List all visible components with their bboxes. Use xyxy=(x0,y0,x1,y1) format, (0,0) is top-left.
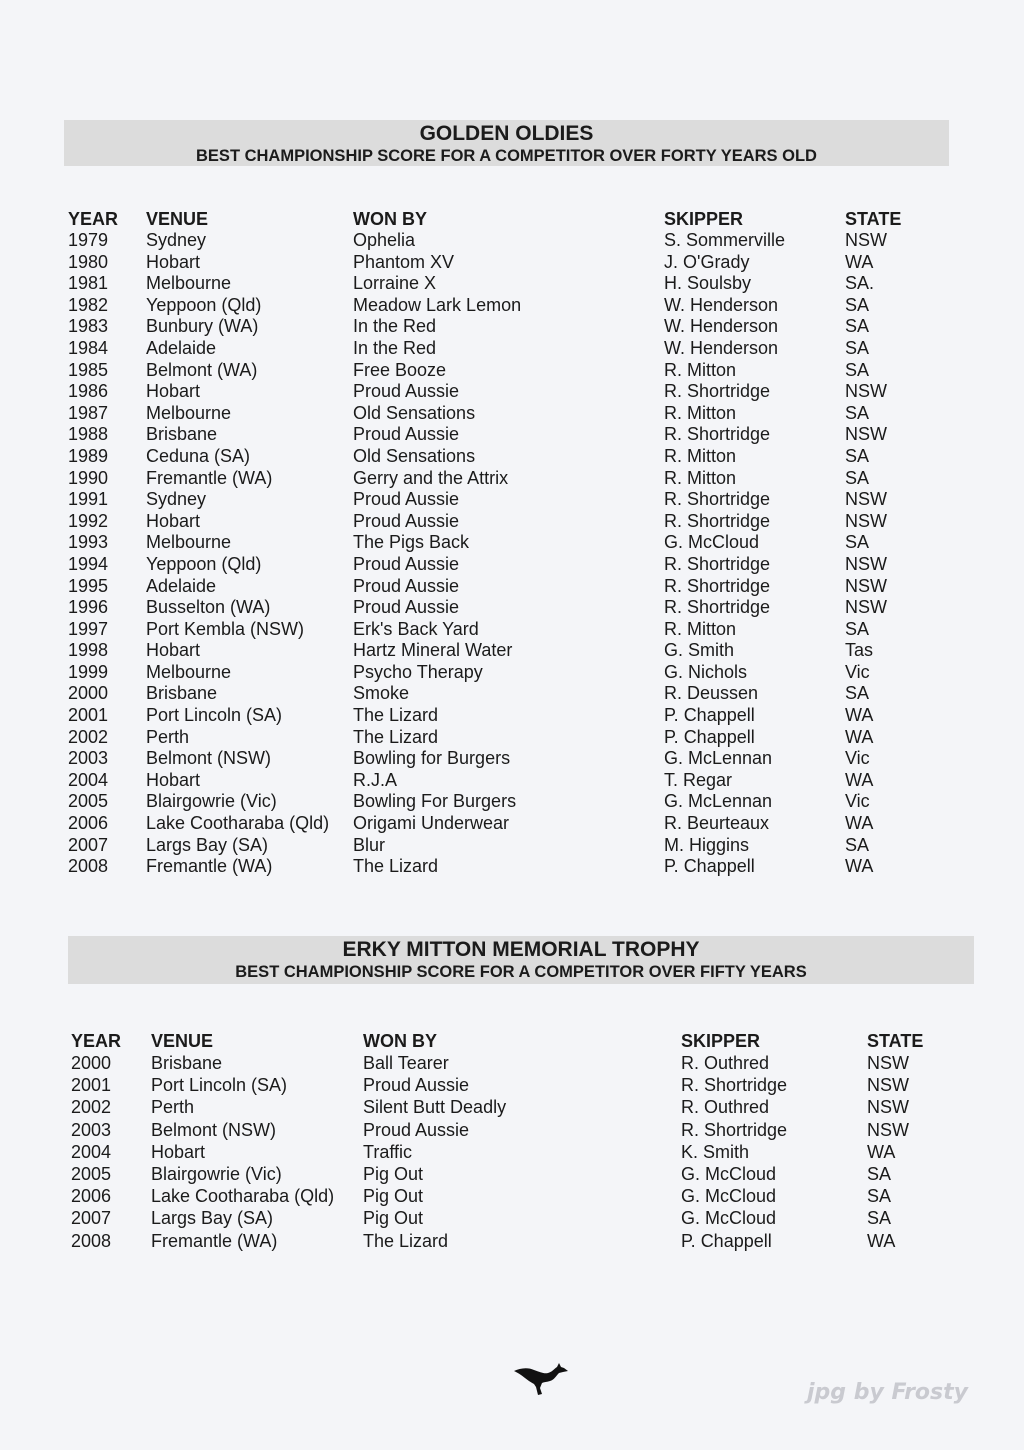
cell-state: SA xyxy=(867,1186,892,1207)
table-row xyxy=(71,1163,961,1185)
cell-venue: Ceduna (SA) xyxy=(146,445,251,466)
cell-state: NSW xyxy=(867,1053,909,1073)
cell-year: 1989 xyxy=(68,445,109,466)
cell-venue: Blairgowrie (Vic) xyxy=(146,791,277,812)
cell-skipper: P. Chappell xyxy=(664,705,755,726)
cell-year: 1986 xyxy=(68,381,109,402)
cell-year: 2002 xyxy=(71,1097,112,1118)
cell-state: WA xyxy=(867,1230,896,1251)
cell-won-by: The Lizard xyxy=(353,705,439,726)
cell-won-by: Proud Aussie xyxy=(353,489,460,510)
cell-won-by: Bowling For Burgers xyxy=(353,791,517,812)
table-row xyxy=(68,381,918,403)
table-row xyxy=(71,1052,961,1074)
cell-won-by: Blur xyxy=(353,834,386,855)
table-row xyxy=(68,532,918,554)
cell-year: 1995 xyxy=(68,575,109,596)
header-won-by: WON BY xyxy=(363,1030,437,1051)
cell-year: 2005 xyxy=(68,791,109,812)
cell-won-by: Meadow Lark Lemon xyxy=(353,294,522,315)
cell-won-by: Ball Tearer xyxy=(363,1053,449,1073)
cell-skipper: S. Sommerville xyxy=(664,230,786,250)
cell-won-by: Proud Aussie xyxy=(353,510,460,531)
table-row xyxy=(71,1119,961,1141)
cell-venue: Brisbane xyxy=(146,424,218,445)
section-title: GOLDEN OLDIES xyxy=(419,122,594,145)
header-year: YEAR xyxy=(71,1030,122,1051)
cell-state: SA xyxy=(845,532,870,553)
cell-won-by: The Pigs Back xyxy=(353,532,470,553)
cell-skipper: R. Mitton xyxy=(664,445,737,466)
cell-skipper: H. Soulsby xyxy=(664,273,752,294)
cell-skipper: R. Mitton xyxy=(664,402,737,423)
table-row xyxy=(71,1074,961,1096)
cell-won-by: The Lizard xyxy=(353,856,439,877)
cell-venue: Lake Cootharaba (Qld) xyxy=(146,813,330,834)
cell-year: 1988 xyxy=(68,424,109,445)
table-row xyxy=(68,619,918,641)
cell-won-by: R.J.A xyxy=(353,769,398,790)
cell-state: NSW xyxy=(845,381,887,402)
cell-venue: Port Kembla (NSW) xyxy=(146,618,305,639)
cell-year: 1987 xyxy=(68,402,109,423)
cell-state: NSW xyxy=(845,510,887,531)
cell-state: SA xyxy=(867,1208,892,1229)
cell-venue: Hobart xyxy=(146,640,201,661)
cell-won-by: Psycho Therapy xyxy=(353,661,483,682)
cell-skipper: R. Shortridge xyxy=(664,575,771,596)
cell-skipper: R. Outhred xyxy=(681,1053,770,1073)
cell-year: 1985 xyxy=(68,359,109,380)
cell-skipper: R. Shortridge xyxy=(664,424,771,445)
cell-won-by: Traffic xyxy=(363,1141,413,1162)
cell-year: 1993 xyxy=(68,532,109,553)
table-row xyxy=(68,360,918,382)
cell-venue: Yeppoon (Qld) xyxy=(146,294,262,315)
cell-venue: Fremantle (WA) xyxy=(146,856,273,877)
cell-venue: Sydney xyxy=(146,230,207,250)
cell-venue: Perth xyxy=(151,1097,195,1118)
cell-won-by: Erk's Back Yard xyxy=(353,618,479,639)
cell-won-by: Old Sensations xyxy=(353,402,476,423)
table-row xyxy=(71,1096,961,1118)
table-row xyxy=(68,230,918,252)
cell-year: 1997 xyxy=(68,618,109,639)
table-row xyxy=(68,576,918,598)
header-state: STATE xyxy=(867,1030,924,1051)
cell-won-by: Pig Out xyxy=(363,1186,424,1207)
cell-skipper: G. Nichols xyxy=(664,661,748,682)
cell-skipper: G. McLennan xyxy=(664,791,773,812)
cell-won-by: In the Red xyxy=(353,337,437,358)
cell-won-by: Phantom XV xyxy=(353,251,455,272)
cell-state: SA xyxy=(845,294,870,315)
table-row xyxy=(68,468,918,490)
cell-won-by: Free Booze xyxy=(353,359,447,380)
erky-mitton-rows xyxy=(71,1052,961,1252)
cell-venue: Hobart xyxy=(146,251,201,272)
cell-year: 1980 xyxy=(68,251,109,272)
cell-skipper: R. Shortridge xyxy=(664,381,771,402)
cell-state: NSW xyxy=(845,230,887,250)
cell-skipper: M. Higgins xyxy=(664,834,750,855)
cell-year: 1999 xyxy=(68,661,109,682)
cell-state: Vic xyxy=(845,661,870,682)
cell-state: NSW xyxy=(867,1075,909,1096)
cell-year: 2007 xyxy=(68,834,109,855)
cell-year: 1994 xyxy=(68,553,109,574)
table-row xyxy=(68,403,918,425)
cell-state: WA xyxy=(845,813,874,834)
cell-year: 1996 xyxy=(68,597,109,618)
table-row xyxy=(71,1185,961,1207)
table-row xyxy=(68,554,918,576)
cell-state: WA xyxy=(845,726,874,747)
table-row xyxy=(68,856,918,878)
cell-skipper: P. Chappell xyxy=(664,726,755,747)
cell-skipper: G. McCloud xyxy=(664,532,760,553)
cell-venue: Belmont (NSW) xyxy=(151,1119,277,1140)
cell-venue: Lake Cootharaba (Qld) xyxy=(151,1186,335,1207)
table-row xyxy=(68,640,918,662)
cell-skipper: G. Smith xyxy=(664,640,735,661)
cell-venue: Bunbury (WA) xyxy=(146,316,259,337)
cell-year: 1981 xyxy=(68,273,109,294)
cell-state: NSW xyxy=(867,1119,909,1140)
cell-state: SA. xyxy=(845,273,875,294)
cell-year: 2008 xyxy=(68,856,109,877)
cell-state: SA xyxy=(845,834,870,855)
cell-won-by: Proud Aussie xyxy=(353,424,460,445)
cell-skipper: R. Outhred xyxy=(681,1097,770,1118)
cell-year: 2002 xyxy=(68,726,109,747)
table-row xyxy=(68,683,918,705)
cell-skipper: W. Henderson xyxy=(664,337,779,358)
cell-state: SA xyxy=(845,359,870,380)
cell-year: 1990 xyxy=(68,467,109,488)
cell-venue: Busselton (WA) xyxy=(146,597,271,618)
cell-skipper: G. McCloud xyxy=(681,1186,777,1207)
cell-won-by: Ophelia xyxy=(353,230,416,250)
cell-won-by: In the Red xyxy=(353,316,437,337)
cell-venue: Adelaide xyxy=(146,575,217,596)
cell-venue: Belmont (WA) xyxy=(146,359,258,380)
cell-won-by: Pig Out xyxy=(363,1208,424,1229)
cell-year: 2001 xyxy=(71,1075,112,1096)
table-row xyxy=(68,813,918,835)
cell-state: NSW xyxy=(845,424,887,445)
cell-year: 2004 xyxy=(71,1141,112,1162)
table-row xyxy=(71,1230,961,1252)
table-row xyxy=(68,770,918,792)
cell-state: SA xyxy=(845,618,870,639)
cell-won-by: The Lizard xyxy=(363,1230,449,1251)
cell-skipper: J. O'Grady xyxy=(664,251,750,272)
cell-venue: Port Lincoln (SA) xyxy=(146,705,283,726)
cell-venue: Hobart xyxy=(146,510,201,531)
cell-venue: Fremantle (WA) xyxy=(151,1230,278,1251)
table-row xyxy=(68,511,918,533)
table-row xyxy=(68,662,918,684)
golden-oldies-rows xyxy=(68,230,918,878)
cell-year: 1983 xyxy=(68,316,109,337)
cell-won-by: Proud Aussie xyxy=(353,553,460,574)
cell-year: 1991 xyxy=(68,489,109,510)
cell-year: 1979 xyxy=(68,230,109,250)
table-row xyxy=(68,273,918,295)
cell-skipper: R. Shortridge xyxy=(681,1075,788,1096)
table-row xyxy=(68,295,918,317)
cell-won-by: The Lizard xyxy=(353,726,439,747)
golden-oldies-banner xyxy=(64,120,949,166)
cell-won-by: Pig Out xyxy=(363,1164,424,1185)
cell-year: 2006 xyxy=(71,1186,112,1207)
header-year: YEAR xyxy=(68,208,119,229)
cell-venue: Melbourne xyxy=(146,661,232,682)
header-skipper: SKIPPER xyxy=(664,208,744,229)
cell-state: Vic xyxy=(845,791,870,812)
cell-won-by: Proud Aussie xyxy=(363,1119,470,1140)
table-row xyxy=(68,338,918,360)
cell-skipper: R. Shortridge xyxy=(664,510,771,531)
cell-venue: Yeppoon (Qld) xyxy=(146,553,262,574)
cell-venue: Largs Bay (SA) xyxy=(151,1208,274,1229)
cell-venue: Hobart xyxy=(146,769,201,790)
erky-mitton-banner xyxy=(68,936,974,984)
cell-venue: Sydney xyxy=(146,489,207,510)
cell-skipper: G. McLennan xyxy=(664,748,773,769)
table-row xyxy=(71,1141,961,1163)
cell-won-by: Gerry and the Attrix xyxy=(353,467,509,488)
cell-won-by: Proud Aussie xyxy=(353,381,460,402)
cell-year: 2007 xyxy=(71,1208,112,1229)
cell-venue: Brisbane xyxy=(146,683,218,704)
cell-skipper: R. Shortridge xyxy=(664,489,771,510)
cell-state: NSW xyxy=(867,1097,909,1118)
erky-mitton-table xyxy=(71,1030,961,1252)
cell-skipper: R. Beurteaux xyxy=(664,813,770,834)
cell-won-by: Proud Aussie xyxy=(353,597,460,618)
cell-skipper: R. Shortridge xyxy=(664,597,771,618)
cell-year: 2000 xyxy=(68,683,109,704)
cell-year: 1998 xyxy=(68,640,109,661)
cell-won-by: Hartz Mineral Water xyxy=(353,640,513,661)
cell-year: 1982 xyxy=(68,294,109,315)
cell-year: 1984 xyxy=(68,337,109,358)
section-subtitle: BEST CHAMPIONSHIP SCORE FOR A COMPETITOR OVER FORTY YEARS OLD xyxy=(196,147,817,165)
kangaroo-icon xyxy=(510,1358,572,1398)
cell-year: 2008 xyxy=(71,1230,112,1251)
header-skipper: SKIPPER xyxy=(681,1030,761,1051)
cell-year: 2001 xyxy=(68,705,109,726)
cell-state: SA xyxy=(845,402,870,423)
cell-state: SA xyxy=(845,445,870,466)
cell-year: 2003 xyxy=(68,748,109,769)
cell-skipper: K. Smith xyxy=(681,1141,750,1162)
cell-venue: Hobart xyxy=(146,381,201,402)
cell-skipper: G. McCloud xyxy=(681,1164,777,1185)
cell-state: NSW xyxy=(845,489,887,510)
cell-state: NSW xyxy=(845,597,887,618)
cell-state: Tas xyxy=(845,640,874,661)
cell-state: WA xyxy=(845,251,874,272)
cell-venue: Largs Bay (SA) xyxy=(146,834,269,855)
cell-venue: Hobart xyxy=(151,1141,206,1162)
table-header-row xyxy=(68,208,918,230)
cell-skipper: R. Mitton xyxy=(664,618,737,639)
cell-state: SA xyxy=(845,683,870,704)
cell-venue: Melbourne xyxy=(146,402,232,423)
cell-state: SA xyxy=(867,1164,892,1185)
cell-won-by: Silent Butt Deadly xyxy=(363,1097,507,1118)
cell-skipper: R. Mitton xyxy=(664,467,737,488)
table-row xyxy=(71,1207,961,1229)
cell-state: Vic xyxy=(845,748,870,769)
cell-venue: Melbourne xyxy=(146,532,232,553)
cell-won-by: Proud Aussie xyxy=(363,1075,470,1096)
cell-year: 2005 xyxy=(71,1164,112,1185)
cell-won-by: Old Sensations xyxy=(353,445,476,466)
cell-state: SA xyxy=(845,467,870,488)
cell-won-by: Origami Underwear xyxy=(353,813,510,834)
header-won-by: WON BY xyxy=(353,208,427,229)
cell-state: NSW xyxy=(845,553,887,574)
cell-venue: Blairgowrie (Vic) xyxy=(151,1164,282,1185)
cell-skipper: G. McCloud xyxy=(681,1208,777,1229)
cell-year: 1992 xyxy=(68,510,109,531)
golden-oldies-table xyxy=(68,208,918,878)
cell-skipper: W. Henderson xyxy=(664,294,779,315)
section-subtitle: BEST CHAMPIONSHIP SCORE FOR A COMPETITOR OVER FIFTY YEARS xyxy=(235,963,807,981)
section-title: ERKY MITTON MEMORIAL TROPHY xyxy=(342,938,700,961)
cell-skipper: W. Henderson xyxy=(664,316,779,337)
cell-state: WA xyxy=(845,856,874,877)
header-state: STATE xyxy=(845,208,902,229)
cell-state: WA xyxy=(845,705,874,726)
table-header-row xyxy=(71,1030,961,1052)
table-row xyxy=(68,424,918,446)
table-row xyxy=(68,748,918,770)
cell-venue: Port Lincoln (SA) xyxy=(151,1075,288,1096)
cell-state: WA xyxy=(845,769,874,790)
cell-year: 2004 xyxy=(68,769,109,790)
header-venue: VENUE xyxy=(146,208,209,229)
cell-skipper: P. Chappell xyxy=(664,856,755,877)
table-row xyxy=(68,835,918,857)
table-row xyxy=(68,489,918,511)
cell-venue: Brisbane xyxy=(151,1053,223,1073)
cell-venue: Melbourne xyxy=(146,273,232,294)
table-row xyxy=(68,316,918,338)
cell-skipper: R. Shortridge xyxy=(681,1119,788,1140)
cell-state: NSW xyxy=(845,575,887,596)
cell-year: 2003 xyxy=(71,1119,112,1140)
cell-skipper: P. Chappell xyxy=(681,1230,772,1251)
cell-state: SA xyxy=(845,316,870,337)
cell-year: 2006 xyxy=(68,813,109,834)
cell-skipper: T. Regar xyxy=(664,769,733,790)
cell-skipper: R. Mitton xyxy=(664,359,737,380)
cell-won-by: Lorraine X xyxy=(353,273,437,294)
cell-venue: Perth xyxy=(146,726,190,747)
table-row xyxy=(68,727,918,749)
table-row xyxy=(68,597,918,619)
cell-won-by: Smoke xyxy=(353,683,410,704)
cell-skipper: R. Deussen xyxy=(664,683,759,704)
table-row xyxy=(68,705,918,727)
cell-won-by: Proud Aussie xyxy=(353,575,460,596)
table-row xyxy=(68,446,918,468)
cell-venue: Belmont (NSW) xyxy=(146,748,272,769)
table-row xyxy=(68,252,918,274)
cell-skipper: R. Shortridge xyxy=(664,553,771,574)
photo-credit: jpg by Frosty xyxy=(807,1380,968,1405)
cell-won-by: Bowling for Burgers xyxy=(353,748,511,769)
cell-venue: Adelaide xyxy=(146,337,217,358)
cell-state: SA xyxy=(845,337,870,358)
cell-state: WA xyxy=(867,1141,896,1162)
cell-venue: Fremantle (WA) xyxy=(146,467,273,488)
table-row xyxy=(68,791,918,813)
header-venue: VENUE xyxy=(151,1030,214,1051)
cell-year: 2000 xyxy=(71,1053,112,1073)
